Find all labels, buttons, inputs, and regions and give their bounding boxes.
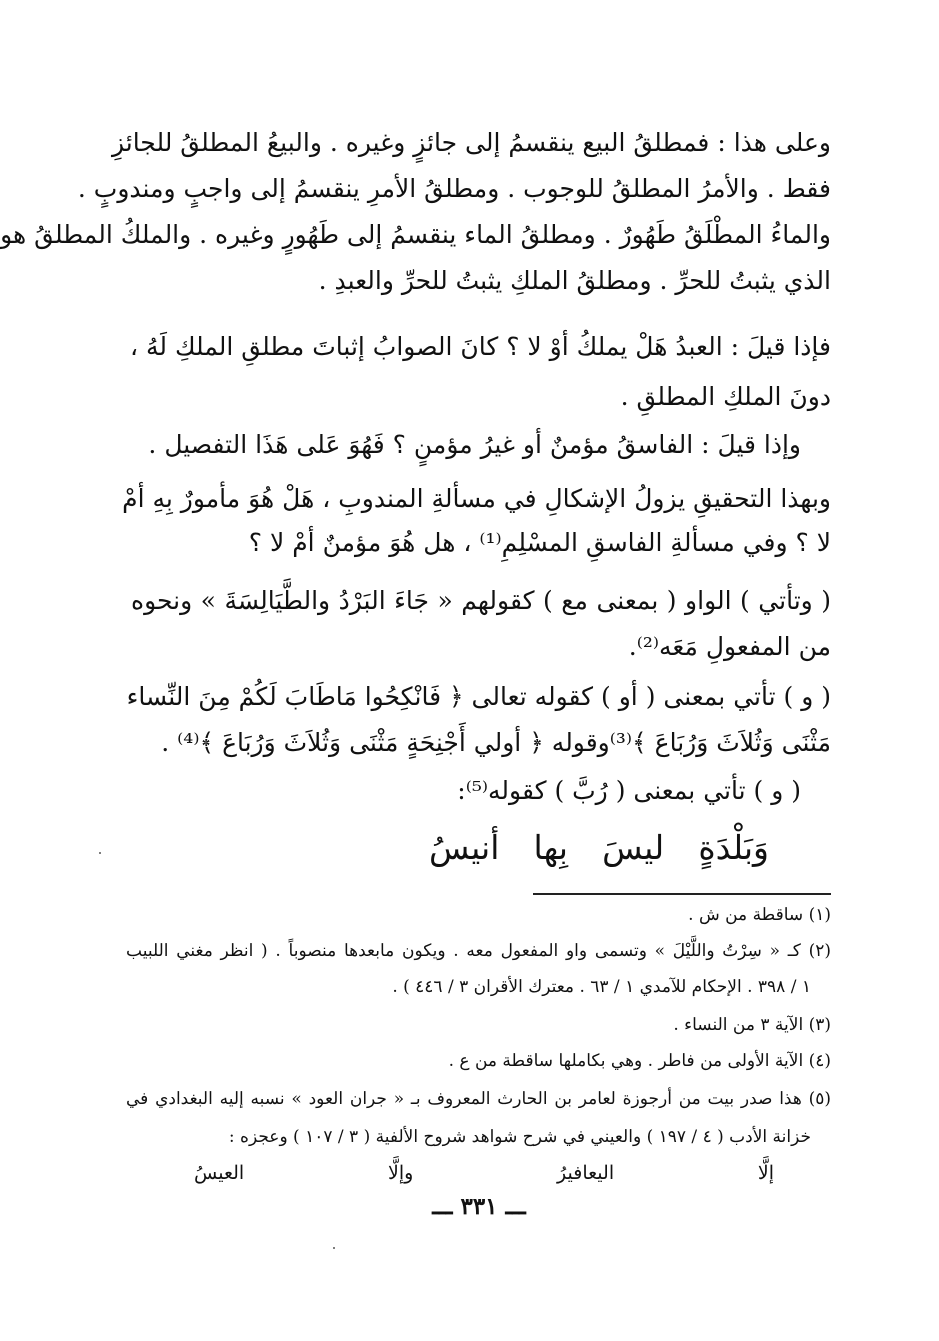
body-line: مَثْنَى وَثُلاَثَ وَرُبَاعَ ﴾⁽³⁾وقوله ﴿ أولي أَجْنِحَةٍ مَثْنَى وَثُلاَثَ وَرُبَاعَ ﴾⁽⁴⁾ . — [161, 728, 831, 757]
body-line: الذي يثبتُ للحرِّ . ومطلقُ الملكِ يثبتُ للحرِّ والعبدِ . — [318, 266, 831, 295]
footnote-3: (٣) الآية ٣ من النساء . — [673, 1015, 831, 1035]
verse-word: وَبَلْدَةٍ — [698, 828, 769, 867]
verse-word: بِها — [533, 828, 568, 867]
body-line: والماءُ المطْلَقُ طَهُورٌ . ومطلقُ الماء ينقسمُ إلى طَهُورٍ وغيره . والملكُ المطلقُ هو — [0, 220, 831, 249]
footnote-5-continued: خزانة الأدب ( ٤ / ١٩٧ ) والعيني في شرح شواهد شروح الألفية ( ٣ / ١٠٧ ) وعجزه : — [228, 1127, 811, 1147]
body-line: وعلى هذا : فمطلقُ البيع ينقسمُ إلى جائزٍ وغيره . والبيعُ المطلقُ للجائزِ — [111, 128, 831, 157]
verse-word: وإلَّا — [387, 1162, 414, 1184]
body-line: لا ؟ وفي مسألةِ الفاسقِ المسْلِمِ⁽¹⁾ ، هل هُوَ مؤمنٌ أمْ لا ؟ — [248, 528, 831, 557]
poetry-verse — [429, 826, 769, 870]
footnote-4: (٤) الآية الأولى من فاطر . وهي بكاملها ساقطة من ع . — [448, 1051, 831, 1071]
footnote-verse — [194, 1158, 774, 1188]
verse-word: اليعافيرُ — [557, 1162, 615, 1184]
scan-speck — [333, 1247, 335, 1249]
body-line: وإذا قيلَ : الفاسقُ مؤمنٌ أو غيرُ مؤمنٍ ؟ فَهُوَ عَلى هَذَا التفصيل . — [148, 430, 801, 459]
footnote-separator — [533, 893, 831, 895]
verse-word: أنيسُ — [429, 828, 500, 867]
body-line: ( وتأتي ) الواو ( بمعنى مع ) كقولهم « جَاءَ البَرْدُ والطَّيَالِسَةَ » ونحوه — [131, 586, 831, 615]
body-line: وبهذا التحقيقِ يزولُ الإشكالِ في مسألةِ المندوبِ ، هَلْ هُوَ مأمورٌ بِهِ أمْ — [122, 484, 831, 513]
body-line: فإذا قيلَ : العبدُ هَلْ يملكُ أوْ لا ؟ كانَ الصوابُ إثباتَ مطلقِ الملكِ لَهُ ، — [129, 332, 831, 361]
body-line: ( و ) تأتي بمعنى ( رُبَّ ) كقوله⁽⁵⁾: — [457, 776, 801, 805]
footnote-5: (٥) هذا صدر بيت من أرجوزة لعامر بن الحارث المعروف بـ « جران العود » نسبه إليه البغدادي في — [126, 1089, 831, 1109]
body-line: من المفعولِ مَعَه⁽²⁾. — [628, 632, 831, 661]
verse-word: إلَّا — [757, 1162, 774, 1184]
body-line: دونَ الملكِ المطلقِ . — [620, 382, 831, 411]
footnote-1: (١) ساقطة من ش . — [688, 905, 831, 925]
body-line: ( و ) تأتي بمعنى ( أو ) كقوله تعالى ﴿ فَانْكِحُوا مَاطَابَ لَكُمْ مِنَ النِّساء — [126, 682, 831, 711]
body-line: فقط . والأمرُ المطلقُ للوجوب . ومطلقُ الأمرِ ينقسمُ إلى واجبٍ ومندوبٍ . — [77, 174, 831, 203]
footnote-2-continued: ١ / ٣٩٨ . الإحكام للآمدي ١ / ٦٣ . معترك الأقران ٣ / ٤٤٦ ) . — [392, 977, 811, 997]
verse-word: العيسُ — [194, 1162, 245, 1184]
scan-speck — [99, 852, 101, 854]
verse-word: ليسَ — [602, 828, 665, 867]
page-number: ـــ ٣٣١ ـــ — [432, 1193, 526, 1220]
footnote-2: (٢) كـ « سِرْتُ واللَّيْلَ » وتسمى واو المفعول معه . ويكون مابعدها منصوباً . ( انظر مغني اللبيب — [126, 941, 831, 961]
